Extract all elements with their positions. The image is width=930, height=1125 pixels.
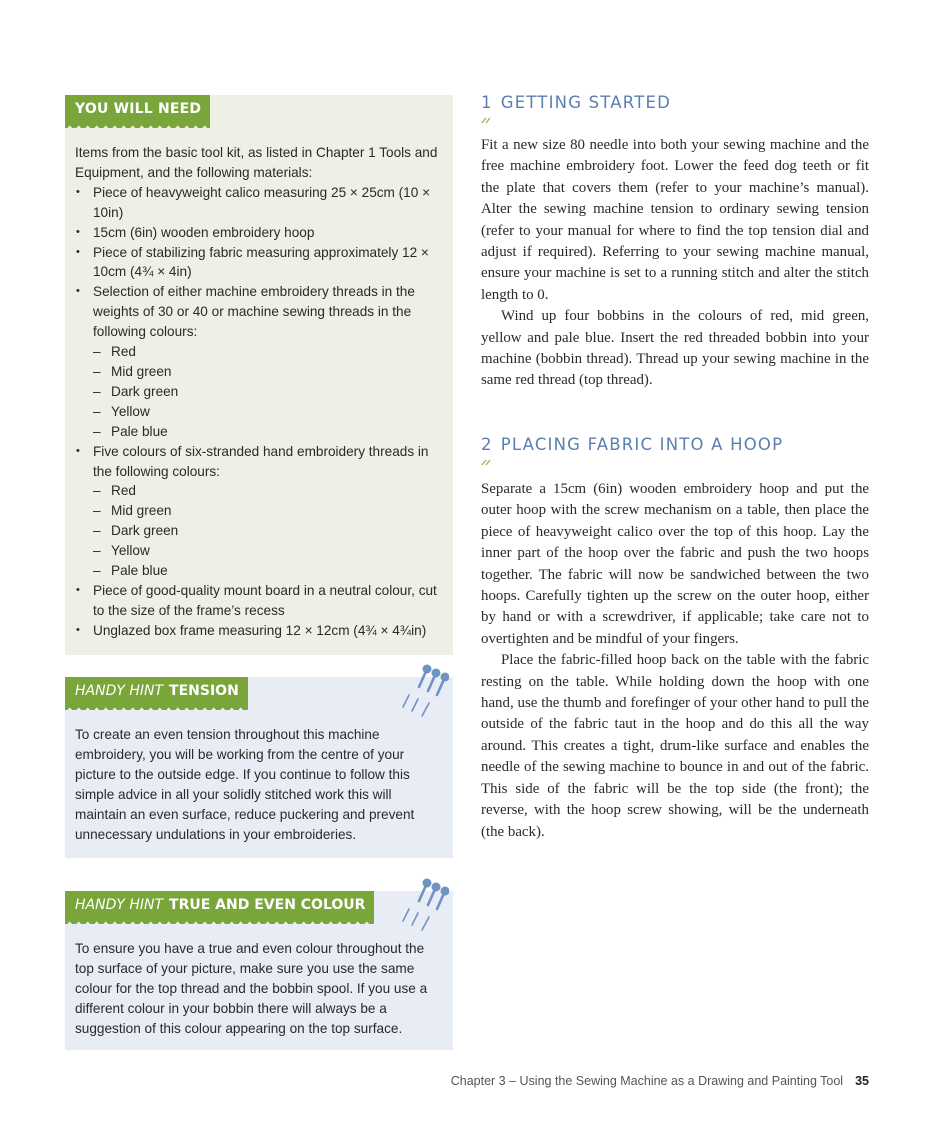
colour-item: – Red [93, 481, 443, 501]
paragraph: Fit a new size 80 needle into both your sewing machine and the free machine embroidery foot. Lower the feed dog teeth or fit the plate that covers them (refer to your machine’s manual). Alter the sewing machine tension to ordinary sewing tension (refer to your manual for where to find the top tension dial and adjust if required). Referring to your sewing machine manual, ensure your machine is set to a running stitch and alter the stitch length to 0. [481, 137, 869, 303]
stitch-mark-icon [481, 116, 493, 124]
colour-item: – Dark green [93, 521, 443, 541]
colour-item: – Mid green [93, 362, 443, 382]
you-will-need-intro: Items from the basic tool kit, as listed in Chapter 1 Tools and Equipment, and the following materials: [75, 145, 438, 180]
page-number: 35 [855, 1074, 869, 1088]
section-number: 1 [481, 93, 493, 112]
section-body [481, 479, 869, 843]
stitch-mark-icon [481, 458, 493, 466]
material-item: • Unglazed box frame measuring 12 × 12cm (4¾ × 4¾in) [75, 621, 443, 641]
colour-item: – Pale blue [93, 561, 443, 581]
section-number: 2 [481, 435, 493, 454]
colour-item: – Yellow [93, 541, 443, 561]
colour-item: – Pale blue [93, 422, 443, 442]
material-item: • Piece of good-quality mount board in a neutral colour, cut to the size of the frame’s recess [75, 581, 443, 621]
material-item: • Piece of heavyweight calico measuring 25 × 25cm (10 × 10in) [75, 183, 443, 223]
handy-hint-title [65, 677, 248, 705]
material-item: • 15cm (6in) wooden embroidery hoop [75, 223, 443, 243]
paragraph: Separate a 15cm (6in) wooden embroidery hoop and put the outer hoop with the screw mechanism on a table, then place the piece of heavyweight calico over the top of this hoop. Lay the inner part of the hoop over the fabric and push the two hoops together. The fabric will now be sandwiched between the two hoops. Carefully tighten up the screw on the outer hoop, either by hand or with a screwdriver, if applicable; take care not to overtighten and be mindful of your fingers. [481, 481, 869, 647]
material-item: • Selection of either machine embroidery threads in the weights of 30 or 40 or machine sewing threads in the following colours: – Red – Mid green – Dark green – Yellow – Pale blue [75, 282, 443, 441]
handy-hint-prefix: HANDY HINT [75, 683, 164, 699]
colour-item: – Yellow [93, 402, 443, 422]
section-placing-fabric [481, 435, 869, 840]
handy-hint-text: To create an even tension throughout this machine embroidery, you will be working from the centre of your picture to the outside edge. If you continue to follow this simple advice in all your solidly stitched work this will maintain an even surface, reduce puckering and prevent unnecessary undulations in your embroideries. [75, 727, 415, 842]
you-will-need-title: YOU WILL NEED [65, 95, 210, 123]
section-heading [481, 93, 869, 113]
you-will-need-content [75, 143, 443, 641]
material-item: • Five colours of six-stranded hand embroidery threads in the following colours: – Red – Mid green – Dark green – Yellow – Pale blue [75, 442, 443, 581]
pins-icon [397, 663, 449, 719]
you-will-need-box [65, 95, 453, 655]
section-body [481, 135, 869, 392]
chapter-title: Chapter 3 – Using the Sewing Machine as a Drawing and Painting Tool [450, 1074, 844, 1088]
section-title: PLACING FABRIC INTO A HOOP [500, 435, 784, 454]
colour-sublist [93, 342, 443, 442]
section-heading [481, 435, 869, 455]
paragraph: Place the fabric-filled hoop back on the table with the fabric resting on the table. While holding down the hoop with one hand, use the thumb and forefinger of your other hand to pull the outside of the fabric taut in the hoop and do this all the way around. This creates a tight, drum-like surface and enables the needle of the sewing machine to bounce in and out of the fabric. This side of the fabric will be the top side (the front); the reverse, with the hoop screw showing, will be the underneath (the back). [481, 652, 869, 840]
pins-icon [397, 877, 449, 933]
materials-list [75, 183, 443, 641]
handy-hint-text: To ensure you have a true and even colour throughout the top surface of your picture, make sure you use the same colour for the top thread and the bobbin spool. If you use a different colour in your bobbin there will always be a suggestion of this colour appearing on the top surface. [75, 941, 428, 1036]
colour-sublist [93, 481, 443, 581]
handy-hint-title [65, 891, 374, 919]
section-getting-started [481, 93, 869, 389]
section-title: GETTING STARTED [500, 93, 672, 112]
material-item: • Piece of stabilizing fabric measuring approximately 12 × 10cm (4¾ × 4in) [75, 243, 443, 283]
handy-hint-topic: TRUE AND EVEN COLOUR [169, 897, 366, 913]
handy-hint-prefix: HANDY HINT [75, 897, 164, 913]
colour-item: – Dark green [93, 382, 443, 402]
handy-hint-tension-box [65, 677, 453, 858]
page-footer [451, 1074, 869, 1088]
colour-item: – Mid green [93, 501, 443, 521]
paragraph: Wind up four bobbins in the colours of red, mid green, yellow and pale blue. Insert the red threaded bobbin into your machine (bobbin thread). Thread up your sewing machine in the same red thread (top thread). [481, 308, 869, 389]
colour-item: – Red [93, 342, 443, 362]
handy-hint-topic: TENSION [169, 683, 239, 699]
handy-hint-colour-box [65, 891, 453, 1050]
